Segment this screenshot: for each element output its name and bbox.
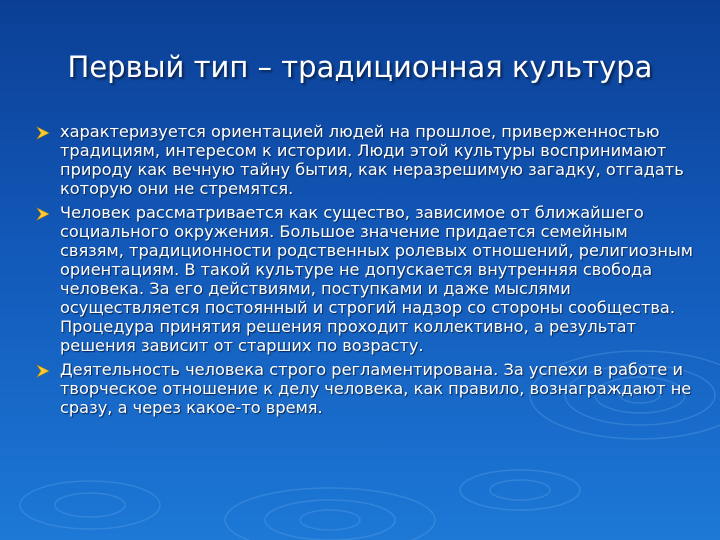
- bullet-text: Деятельность человека строго регламентирована. За успехи в работе и творческое отношение к делу человека, как правило, вознаграждают не сразу, а через какое-то время.: [60, 360, 692, 417]
- slide-title: Первый тип – традиционная культура: [67, 50, 653, 84]
- bullet-text: Человек рассматривается как существо, зависимое от ближайшего социального окружения. Большое значение придается семейным связям, традиционности родственных ролевых отношений, религиозным ориентациям. В такой культуре не допускается внутренняя свобода человека. За его действиями, поступками и даже мыслями осуществляется постоянный и строгий надзор со стороны сообщества. Процедура принятия решения проходит коллективно, а результат решения зависит от старших по возрасту.: [60, 203, 693, 355]
- arrow-right-icon: [36, 207, 50, 221]
- bullet-text: характеризуется ориентацией людей на прошлое, приверженностью традициям, интересом к истории. Люди этой культуры воспринимают природу как вечную тайну бытия, как неразрешимую загадку, отгадать которую они не стремятся.: [60, 122, 684, 198]
- bullet-list: [36, 122, 696, 422]
- bullet-item: [36, 203, 696, 355]
- bullet-item: [36, 360, 696, 417]
- arrow-right-icon: [36, 364, 50, 378]
- arrow-right-icon: [36, 126, 50, 140]
- bullet-item: [36, 122, 696, 198]
